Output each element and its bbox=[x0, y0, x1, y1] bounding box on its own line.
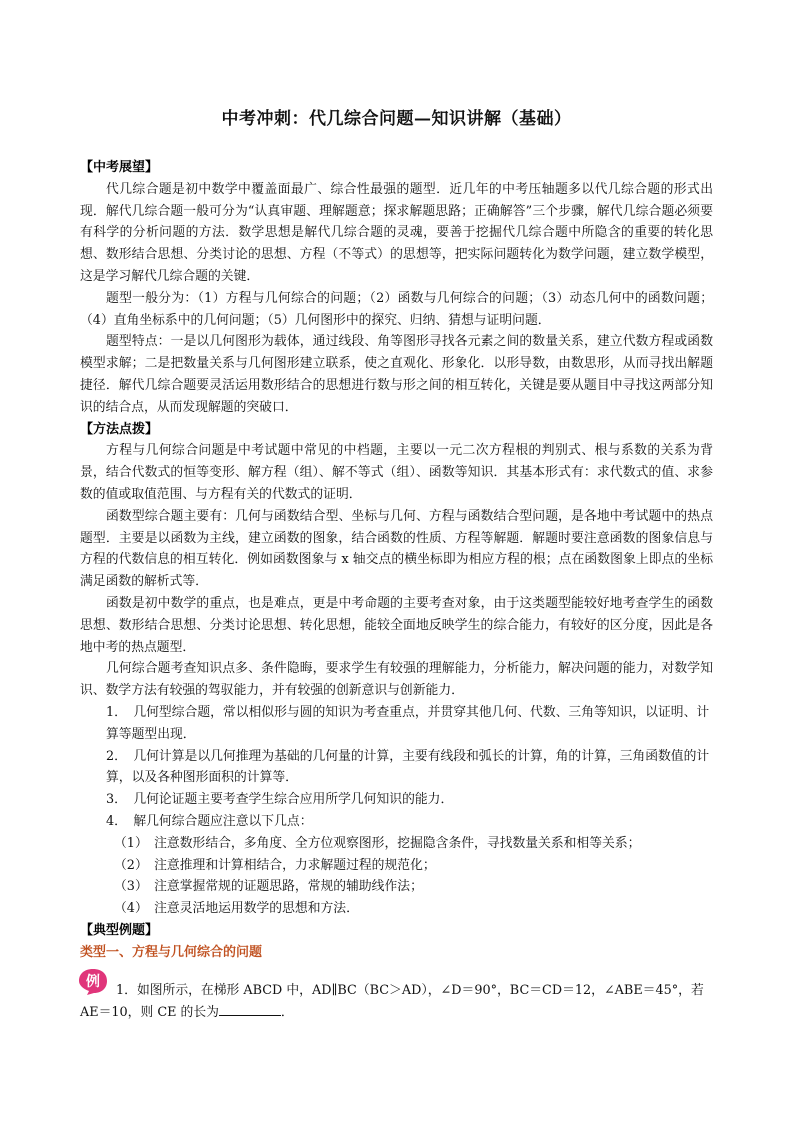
sub-list-item: （3） 注意掌握常规的证题思路，常规的辅助线作法； bbox=[114, 879, 423, 895]
paragraph: 几何综合题考查知识点多、条件隐晦，要求学生有较强的理解能力，分析能力，解决问题的能力，对数学知识、数学方法有较强的驾驭能力，并有较强的创新意识与创新能力． bbox=[80, 661, 713, 699]
example-block bbox=[80, 966, 713, 1024]
example-icon-label: 例 bbox=[86, 973, 100, 990]
example-question-end: ． bbox=[280, 1004, 294, 1020]
section-heading-outlook: 【中考展望】 bbox=[80, 160, 159, 175]
list-item: 2． 几何计算是以几何推理为基础的几何量的计算，主要有线段和弧长的计算，角的计算，三角函数值的计算，以及各种图形面积的计算等． bbox=[106, 748, 710, 786]
list-item: 1． 几何型综合题，常以相似形与圆的知识为考查重点，并贯穿其他几何、代数、三角等知识，以证明、计算等题型出现． bbox=[106, 704, 710, 742]
document-page bbox=[80, 100, 713, 1024]
list-item: 3． 几何论证题主要考查学生综合应用所学几何知识的能力． bbox=[106, 792, 454, 808]
sub-list-item: （4） 注意灵活地运用数学的思想和方法． bbox=[114, 901, 359, 917]
paragraph: 函数是初中数学的重点，也是难点，更是中考命题的主要考查对象，由于这类题型能较好地考查学生的函数思想、数形结合思想、分类讨论思想、转化思想，能较全面地反映学生的综合能力，有较好的区分度，因此是各地中考的热点题型． bbox=[80, 595, 713, 655]
list-item: 4． 解几何综合题应注意以下几点： bbox=[106, 813, 313, 829]
paragraph: 题型特点：一是以几何图形为载体，通过线段、角等图形寻找各元素之间的数量关系，建立代数方程或函数模型求解；二是把数量关系与几何图形建立联系，使之直观化、形象化．以形导数，由数思形，从而寻找出解题捷径．解代几综合题要灵活运用数形结合的思想进行数与形之间的相互转化，关键是要从题目中寻找这两部分知识的结合点，从而发现解题的突破口． bbox=[80, 334, 713, 415]
type-heading: 类型一、方程与几何综合的问题 bbox=[80, 944, 263, 960]
answer-blank bbox=[219, 1003, 281, 1016]
paragraph: 方程与几何综合问题是中考试题中常见的中档题，主要以一元二次方程根的判别式、根与系数的关系为背景，结合代数式的恒等变形、解方程（组）、解不等式（组）、函数等知识．其基本形式有：求代数式的值、求参数的值或取值范围、与方程有关的代数式的证明． bbox=[80, 443, 713, 502]
page-title: 中考冲刺：代几综合问题—知识讲解（基础） bbox=[221, 109, 572, 129]
paragraph: 题型一般分为：（1）方程与几何综合的问题；（2）函数与几何综合的问题；（3）动态几何中的函数问题；（4）直角坐标系中的几何问题；（5）几何图形中的探究、归纳、猜想与证明问题． bbox=[80, 290, 713, 328]
section-heading-methods: 【方法点拨】 bbox=[80, 421, 159, 437]
example-question bbox=[80, 966, 713, 1024]
example-question-text: 1．如图所示，在梯形 ABCD 中，AD∥BC（BC＞AD），∠D＝90°，BC＝CD＝12，∠ABE＝45°，若 AE＝10，则 CE 的长为 bbox=[80, 982, 704, 1020]
sub-list-item: （1） 注意数形结合，多角度、全方位观察图形，挖掘隐含条件，寻找数量关系和相等关系； bbox=[114, 835, 641, 851]
paragraph: 代几综合题是初中数学中覆盖面最广、综合性最强的题型．近几年的中考压轴题多以代几综合题的形式出现．解代几综合题一般可分为“认真审题、理解题意；探求解题思路；正确解答”三个步骤，解代几综合题必须要有科学的分析问题的方法．数学思想是解代几综合题的灵魂，要善于挖掘代几综合题中所隐含的重要的转化思想、数形结合思想、分类讨论的思想、方程（不等式）的思想等，把实际问题转化为数学问题，建立数学模型，这是学习解代几综合题的关键． bbox=[80, 181, 713, 284]
section-heading-examples: 【典型例题】 bbox=[80, 922, 159, 938]
example-icon bbox=[78, 968, 108, 996]
sub-list-item: （2） 注意推理和计算相结合，力求解题过程的规范化； bbox=[114, 857, 436, 873]
paragraph: 函数型综合题主要有：几何与函数结合型、坐标与几何、方程与函数结合型问题，是各地中考试题中的热点题型．主要是以函数为主线，建立函数的图象，结合函数的性质、方程等解题．解题时要注意函数的图象信息与方程的代数信息的相互转化．例如函数图象与 x 轴交点的横坐标即为相应方程的根；点在函数图象上即点的坐标满足函数的解析式等． bbox=[80, 508, 713, 590]
